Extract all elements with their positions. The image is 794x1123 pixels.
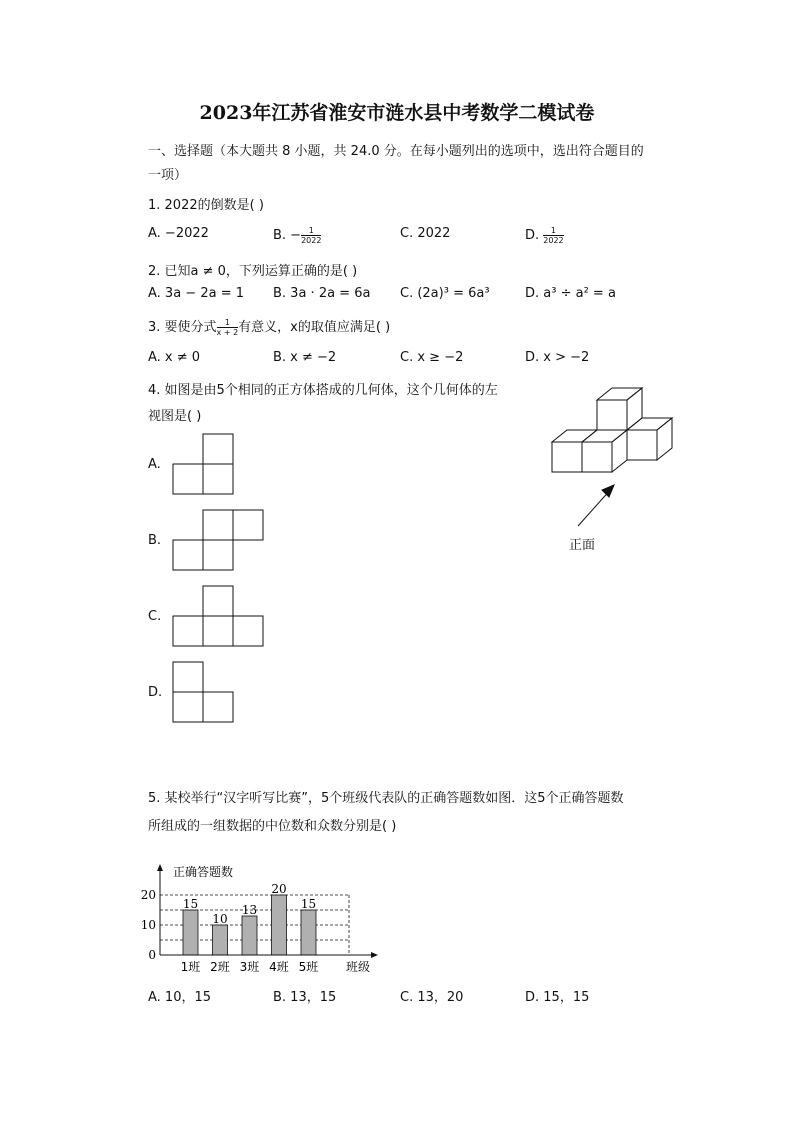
bar (183, 910, 198, 955)
q1-b-denominator: 2022 (301, 236, 322, 245)
q5-option-b: B. 13，15 (273, 990, 337, 1005)
bar-data-label: 15 (182, 897, 199, 911)
bar-data-label: 13 (241, 903, 258, 917)
q1-option-b-label: B. − (273, 228, 302, 243)
q3-option-d: D. x > −2 (525, 350, 590, 365)
q4-stem-line2: 视图是( ) (148, 409, 202, 424)
q3-option-c: C. x ≥ −2 (400, 350, 464, 365)
x-category-label: 5班 (298, 960, 319, 974)
y-tick-label: 0 (148, 948, 156, 962)
q3-numerator: 1 (217, 318, 239, 328)
q3-stem-pre: 3. 要使分式 (148, 320, 217, 335)
q5-stem-line1: 5. 某校举行“汉字听写比赛”，5个班级代表队的正确答题数如图．这5个正确答题数 (148, 791, 624, 806)
y-tick-label: 10 (140, 918, 156, 932)
q4-option-b-figure (173, 510, 263, 570)
q5-bar-chart (140, 858, 390, 980)
q4-option-c-figure (173, 586, 263, 646)
q5-option-d: D. 15，15 (525, 990, 590, 1005)
x-category-label: 4班 (269, 960, 289, 974)
x-category-label: 1班 (180, 960, 201, 974)
q1-option-d-label: D. (525, 228, 544, 243)
q1-stem: 1. 2022的倒数是( ) (148, 198, 264, 213)
section-heading-line2: 一项） (148, 168, 188, 183)
q5-option-c: C. 13，20 (400, 990, 464, 1005)
q4-option-d-label: D. (148, 685, 163, 700)
q1-d-denominator: 2022 (543, 236, 564, 245)
bar-data-label: 15 (300, 897, 317, 911)
q4-option-c-label: C. (148, 609, 162, 624)
x-category-label: 3班 (239, 960, 260, 974)
y-axis-arrow-icon (157, 864, 163, 871)
q2-stem: 2. 已知a ≠ 0，下列运算正确的是( ) (148, 264, 358, 279)
q1-b-numerator: 1 (301, 226, 321, 236)
front-label: 正面 (569, 538, 596, 553)
q1-option-a: A. −2022 (148, 226, 209, 241)
y-axis-label: 正确答题数 (173, 865, 234, 879)
q3-option-b: B. x ≠ −2 (273, 350, 337, 365)
q5-stem-line2: 所组成的一组数据的中位数和众数分别是( ) (148, 819, 397, 834)
q2-option-d: D. a³ ÷ a² = a (525, 286, 616, 301)
q5-option-a: A. 10，15 (148, 990, 212, 1005)
q3-denominator: x + 2 (216, 328, 239, 337)
q4-option-b-label: B. (148, 533, 162, 548)
section-heading-line1: 一、选择题（本大题共 8 小题，共 24.0 分。在每小题列出的选项中，选出符合题目的 (148, 144, 644, 159)
page-title: 2023年江苏省淮安市涟水县中考数学二模试卷 (199, 102, 595, 124)
q2-option-a: A. 3a − 2a = 1 (148, 286, 244, 301)
chart-labels (141, 882, 319, 974)
bar (272, 895, 287, 955)
x-axis-arrow-icon (371, 952, 378, 958)
q1-option-c: C. 2022 (400, 226, 451, 241)
bar (213, 925, 228, 955)
x-axis-label: 班级 (346, 960, 371, 974)
bar-data-label: 20 (271, 882, 287, 896)
q4-solid-figure (552, 388, 672, 472)
q4-option-a-figure (173, 434, 233, 494)
x-category-label: 2班 (210, 960, 230, 974)
q1-d-numerator: 1 (543, 226, 563, 236)
y-tick-label: 20 (140, 888, 156, 902)
q3-stem-post: 有意义，x的取值应满足( ) (238, 320, 391, 335)
q4-option-a-label: A. (148, 457, 161, 472)
q4-option-d-figure (173, 662, 233, 722)
bar (301, 910, 316, 955)
front-arrow-icon (578, 485, 614, 526)
bar (242, 916, 257, 955)
bar-data-label: 10 (212, 912, 228, 926)
q2-option-b: B. 3a · 2a = 6a (273, 286, 371, 301)
q3-option-a: A. x ≠ 0 (148, 350, 201, 365)
q2-option-c: C. (2a)³ = 6a³ (400, 286, 490, 301)
q4-stem-line1: 4. 如图是由5个相同的正方体搭成的几何体，这个几何体的左 (148, 383, 498, 398)
